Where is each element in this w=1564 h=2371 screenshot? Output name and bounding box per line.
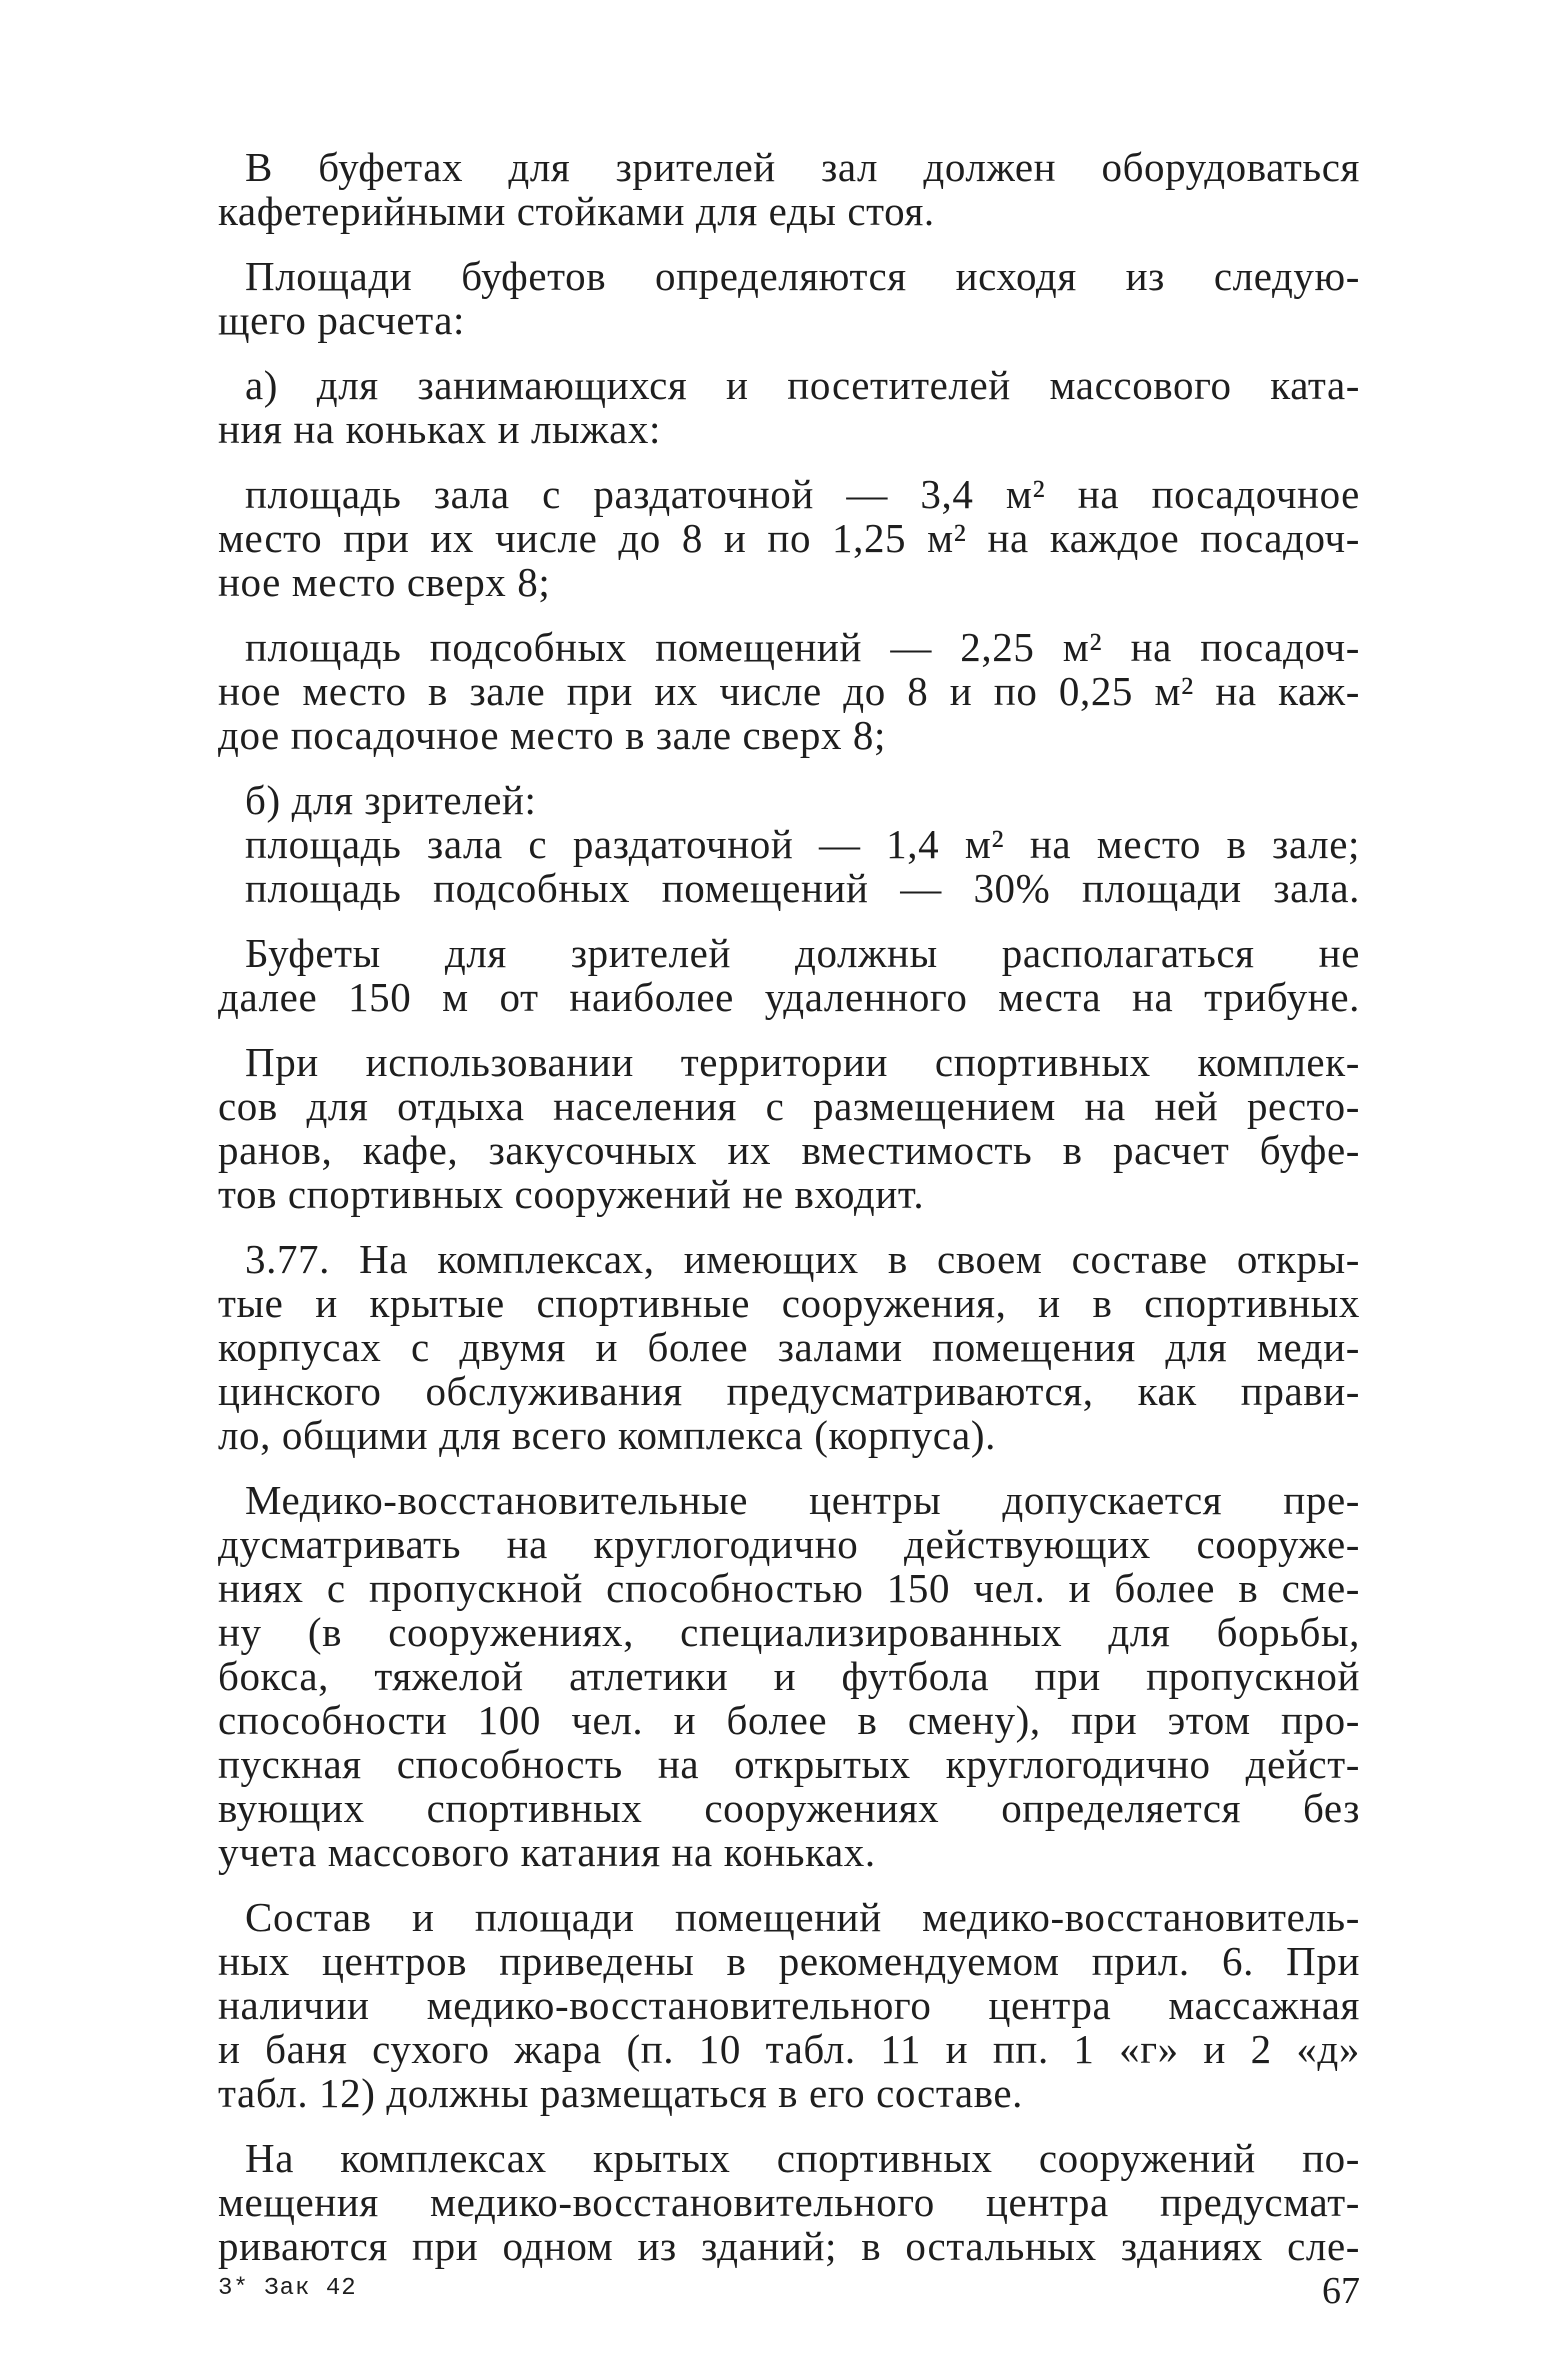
text-line: место при их числе до 8 и по 1,25 м² на каждое посадоч-: [218, 515, 1360, 561]
paragraph-item-b: [218, 778, 1360, 910]
paragraph-indoor-complexes: [218, 2136, 1360, 2268]
paragraph-hall-area: [218, 472, 1360, 604]
text-line: мещения медико-восстановительного центра предусмат-: [218, 2179, 1360, 2225]
text-line: ния на коньках и лыжах:: [218, 406, 662, 452]
text-line: учета массового катания на коньках.: [218, 1829, 876, 1875]
text-line: и баня сухого жара (п. 10 табл. 11 и пп. 1 «г» и 2 «д»: [218, 2026, 1360, 2072]
page-footer: [218, 2269, 1360, 2317]
text-line: цинского обслуживания предусматриваются, как прави-: [218, 1368, 1360, 1414]
text-line: сов для отдыха населения с размещением на ней ресто-: [218, 1083, 1360, 1129]
text-line: тые и крытые спортивные сооружения, и в спортивных: [218, 1280, 1360, 1326]
text-line: ну (в сооружениях, специализированных для борьбы,: [218, 1609, 1360, 1655]
paragraph-medical-centers: [218, 1478, 1360, 1874]
text-line: ло, общими для всего комплекса (корпуса).: [218, 1412, 996, 1458]
text-line: тов спортивных сооружений не входит.: [218, 1171, 925, 1217]
text-line: Состав и площади помещений медико-восстановитель-: [245, 1894, 1360, 1940]
text-line: В буфетах для зрителей зал должен оборудоваться: [245, 144, 1360, 190]
page-body: [218, 145, 1360, 2289]
text-line: дое посадочное место в зале сверх 8;: [218, 712, 886, 758]
printer-signature: 3* Зак 42: [218, 2275, 357, 2302]
page-number: 67: [1322, 2270, 1360, 2312]
text-line: далее 150 м от наиболее удаленного места на трибуне.: [218, 974, 1360, 1020]
paragraph-composition: [218, 1895, 1360, 2115]
text-line: площадь зала с раздаточной — 3,4 м² на посадочное: [245, 471, 1360, 517]
text-line: ранов, кафе, закусочных их вместимость в расчет буфе-: [218, 1127, 1360, 1173]
text-line: ное место сверх 8;: [218, 559, 551, 605]
text-line: вующих спортивных сооружениях определяется без: [218, 1785, 1360, 1831]
text-line: площадь зала с раздаточной — 1,4 м² на место в зале;: [245, 821, 1360, 867]
text-line: ных центров приведены в рекомендуемом прил. 6. При: [218, 1938, 1360, 1984]
text-line: площадь подсобных помещений — 30% площади зала.: [245, 865, 1360, 911]
text-line: Буфеты для зрителей должны располагаться не: [245, 930, 1360, 976]
text-line: ниях с пропускной способностью 150 чел. и более в сме-: [218, 1565, 1360, 1611]
text-line: кафетерийными стойками для еды стоя.: [218, 188, 935, 234]
paragraph-recreation-use: [218, 1040, 1360, 1216]
paragraph-auxiliary-area: [218, 625, 1360, 757]
text-line: а) для занимающихся и посетителей массового ката-: [245, 362, 1360, 408]
paragraph-section-3-77: [218, 1237, 1360, 1457]
text-line: Площади буфетов определяются исходя из следую-: [245, 253, 1360, 299]
text-line: способности 100 чел. и более в смену), при этом про-: [218, 1697, 1360, 1743]
text-line: дусматривать на круглогодично действующих сооруже-: [218, 1521, 1360, 1567]
text-line: ное место в зале при их числе до 8 и по 0,25 м² на каж-: [218, 668, 1360, 714]
text-line: щего расчета:: [218, 297, 466, 343]
text-line: б) для зрителей:: [245, 777, 537, 823]
text-line: 3.77. На комплексах, имеющих в своем составе откры-: [245, 1236, 1360, 1282]
paragraph-buffet-counters: [218, 145, 1360, 233]
paragraph-item-a: [218, 363, 1360, 451]
text-line: бокса, тяжелой атлетики и футбола при пропускной: [218, 1653, 1360, 1699]
text-line: наличии медико-восстановительного центра массажная: [218, 1982, 1360, 2028]
text-line: пускная способность на открытых круглогодично дейст-: [218, 1741, 1360, 1787]
paragraph-buffet-area-intro: [218, 254, 1360, 342]
text-line: площадь подсобных помещений — 2,25 м² на посадоч-: [245, 624, 1360, 670]
text-line: На комплексах крытых спортивных сооружений по-: [245, 2135, 1360, 2181]
text-line: Медико-восстановительные центры допускается пре-: [245, 1477, 1360, 1523]
text-line: риваются при одном из зданий; в остальных зданиях сле-: [218, 2223, 1360, 2269]
text-line: табл. 12) должны размещаться в его составе.: [218, 2070, 1023, 2116]
text-line: корпусах с двумя и более залами помещения для меди-: [218, 1324, 1360, 1370]
text-line: При использовании территории спортивных комплек-: [245, 1039, 1360, 1085]
paragraph-buffet-distance: [218, 931, 1360, 1019]
